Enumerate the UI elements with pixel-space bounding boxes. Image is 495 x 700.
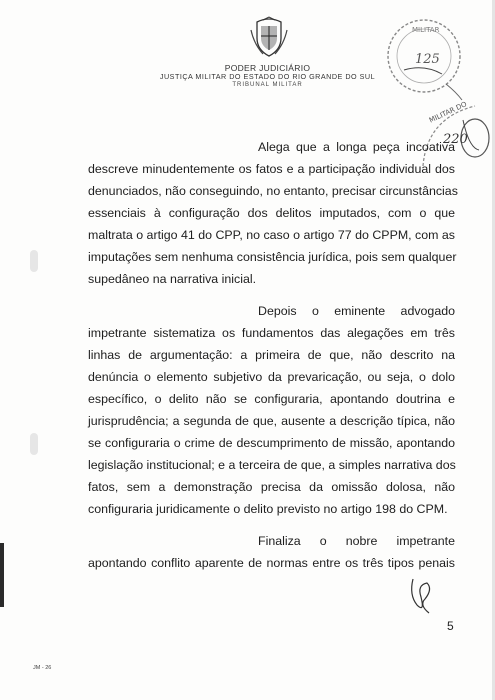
p1-line: essenciais à configuração dos delitos imputados, com o que [88, 206, 455, 220]
header-line-3: TRIBUNAL MILITAR [232, 82, 303, 88]
side-stamp-label: MILITAR DO [427, 100, 469, 125]
p2-line: impetrante sistematiza os fundamentos das alegações em três [88, 326, 455, 340]
court-stamp-icon [376, 14, 471, 104]
top-stamp-label: MILITAR [412, 26, 440, 34]
coat-of-arms-icon [249, 16, 289, 60]
p2-line: jurisprudência; a segunda de que, ausente a descrição típica, não [88, 414, 455, 428]
punch-hole [30, 433, 38, 455]
header-line-2: JUSTIÇA MILITAR DO ESTADO DO RIO GRANDE DO SUL [159, 72, 376, 81]
p1-line: Alega que a longa peça incoativa [258, 140, 455, 154]
p2-line: legislação institucional; e a terceira de que, a simples narrativa dos [88, 458, 456, 472]
p2-line: denúncia o elemento subjetivo da prevaricação, ou seja, o dolo [88, 370, 455, 384]
side-stamp-number: 220 [443, 132, 468, 147]
p2-line: fatos, sem a demonstração precisa da omissão dolosa, não [88, 480, 455, 494]
p2-line: Depois o eminente advogado [258, 304, 455, 318]
punch-hole [30, 250, 38, 272]
p3-line: apontando conflito aparente de normas entre os três tipos penais [88, 556, 455, 570]
p1-line: imputações sem nenhuma consistência jurídica, pois sem qualquer [88, 250, 457, 264]
p2-line: específico, o delito não se configuraria, apontando doutrina e [88, 392, 455, 406]
p2-line: configuraria juridicamente o delito previsto no artigo 198 do CPM. [88, 502, 448, 516]
footer-form-code: JM - 26 [33, 665, 52, 671]
paragraph-3 [88, 530, 455, 574]
p3-line: Finaliza o nobre impetrante [258, 534, 455, 548]
p2-line: linhas de argumentação: a primeira de que, não descrito na [88, 348, 455, 362]
top-stamp-number: 125 [415, 52, 440, 67]
scan-edge-mark [0, 543, 4, 607]
header-line-1: PODER JUDICIÁRIO [224, 63, 311, 73]
p1-line: maltrata o artigo 41 do CPP, no caso o artigo 77 do CPPM, com as [88, 228, 455, 242]
p2-line: se configuraria o crime de descumprimento de missão, apontando [88, 436, 455, 450]
page-number: 5 [447, 619, 454, 633]
p1-line: descreve minudentemente os fatos e a participação individual dos [88, 162, 455, 176]
p1-line: denunciados, não conseguindo, no entanto, precisar circunstâncias [88, 184, 458, 198]
paragraph-1 [88, 136, 458, 290]
p1-line: supedâneo na narrativa inicial. [88, 272, 257, 286]
signature-initial-icon [405, 575, 437, 615]
paragraph-2 [88, 300, 455, 520]
